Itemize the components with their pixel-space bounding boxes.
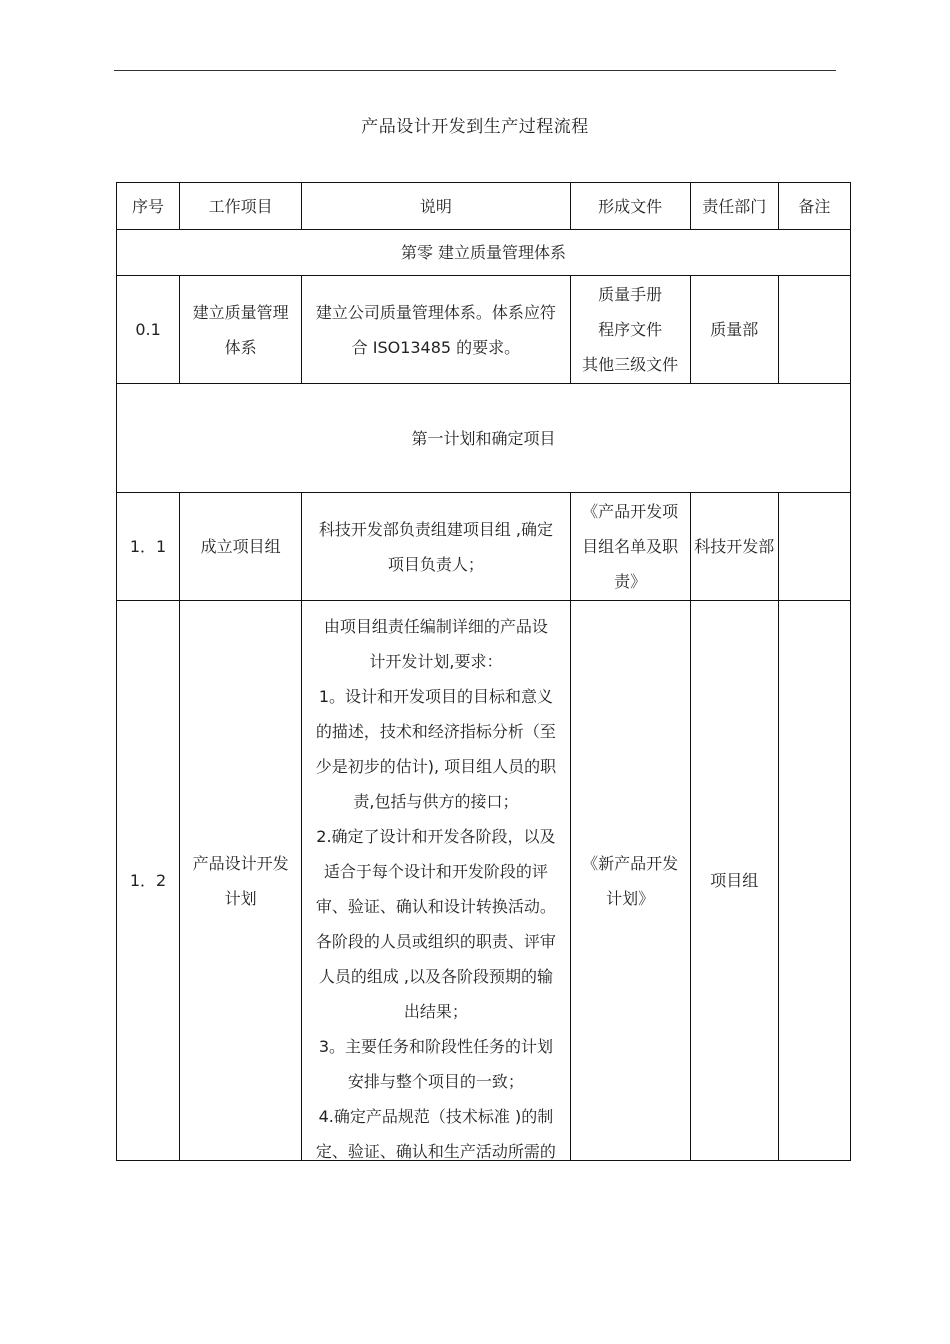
file-line: 其他三级文件 (582, 355, 679, 374)
row-item: 成立项目组 (180, 493, 302, 601)
description-line: 计开发计划,要求： (369, 652, 503, 671)
file-line: 《产品开发项 (582, 502, 679, 521)
description-line: 建立公司质量管理体系。体系应符 (315, 302, 556, 322)
description-line: 合 ISO13485 的要求。 (351, 337, 521, 357)
row-note (778, 493, 850, 601)
row-no: 0.1 (117, 276, 180, 384)
row-no: 1．2 (117, 601, 180, 1161)
description-line: 出结果； (403, 1002, 468, 1021)
row-files (570, 493, 690, 601)
header-files: 形成文件 (570, 183, 690, 230)
file-line: 质量手册 (598, 285, 663, 304)
description-line: 的描述，技术和经济指标分析（至 (315, 722, 556, 741)
header-no: 序号 (117, 183, 180, 230)
header-note: 备注 (778, 183, 850, 230)
row-description (302, 276, 570, 384)
section-row (117, 230, 851, 276)
section-title-1: 第一计划和确定项目 (117, 384, 851, 493)
description-line: 适合于每个设计和开发阶段的评 (323, 862, 548, 881)
table-row (117, 493, 851, 601)
row-item-line: 产品设计开发 (192, 853, 289, 873)
description-line: 安排与整个项目的一致； (347, 1072, 524, 1091)
description-line: 1。设计和开发项目的目标和意义 (318, 687, 553, 706)
table-header-row (117, 183, 851, 230)
description-line: 各阶段的人员或组织的职责、评审 (315, 932, 556, 951)
description-line: 定、验证、确认和生产活动所需的 (315, 1142, 556, 1159)
description-line: 4.确定产品规范（技术标准 )的制 (318, 1107, 554, 1126)
row-note (778, 276, 850, 384)
file-line: 责》 (614, 572, 647, 591)
process-table (116, 182, 851, 1161)
description-line: 科技开发部负责组建项目组 ,确定 (318, 519, 553, 539)
file-line: 目组名单及职 (582, 537, 679, 556)
row-item-line: 建立质量管理 (192, 302, 289, 322)
table-row (117, 276, 851, 384)
row-department: 项目组 (690, 601, 778, 1161)
description-line: 3。主要任务和阶段性任务的计划 (318, 1037, 553, 1056)
file-line: 计划》 (606, 888, 655, 908)
section-title-0: 第零 建立质量管理体系 (117, 230, 851, 276)
file-line: 程序文件 (598, 320, 663, 339)
row-description (302, 601, 570, 1161)
description-line: 2.确定了设计和开发各阶段，以及 (316, 827, 556, 846)
row-files (570, 276, 690, 384)
description-line: 人员的组成 ,以及各阶段预期的输 (318, 967, 553, 986)
description-line: 项目负责人； (387, 554, 484, 574)
header-item: 工作项目 (180, 183, 302, 230)
row-department: 科技开发部 (690, 493, 778, 601)
row-note (778, 601, 850, 1161)
description-line: 责,包括与供方的接口； (353, 792, 519, 811)
table-row (117, 601, 851, 1161)
header-department: 责任部门 (690, 183, 778, 230)
description-text-block (302, 609, 569, 1159)
description-line: 审、验证、确认和设计转换活动。 (315, 897, 556, 916)
row-item-line: 计划 (224, 888, 257, 908)
row-no: 1．1 (117, 493, 180, 601)
row-item (180, 276, 302, 384)
description-line: 少是初步的估计), 项目组人员的职 (315, 757, 557, 776)
row-item-line: 体系 (224, 337, 257, 357)
file-line: 《新产品开发 (582, 853, 679, 873)
header-rule (114, 70, 836, 71)
section-row (117, 384, 851, 493)
header-description: 说明 (302, 183, 570, 230)
row-files (570, 601, 690, 1161)
row-department: 质量部 (690, 276, 778, 384)
row-description (302, 493, 570, 601)
document-title: 产品设计开发到生产过程流程 (361, 117, 589, 137)
description-line: 由项目组责任编制详细的产品设 (323, 617, 548, 636)
row-item (180, 601, 302, 1161)
